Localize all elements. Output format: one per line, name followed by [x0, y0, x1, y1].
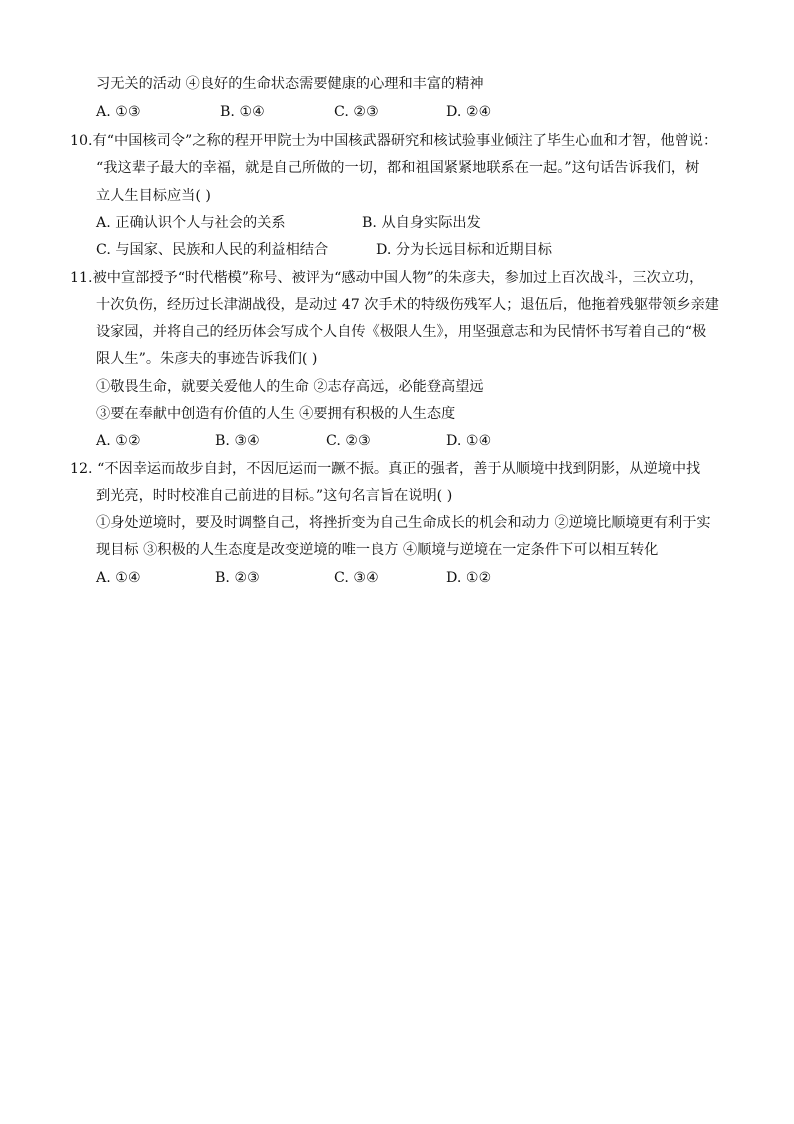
q11-stem-line3: 设家园，并将自己的经历体会写成个人自传《极限人生》，用坚强意志和为民情怀书写着自己的“极: [96, 324, 707, 340]
q12-statement-line1: ①身处逆境时，要及时调整自己，将挫折变为自己生命成长的机会和动力 ②逆境比顺境更有利于实: [96, 515, 711, 531]
q9-option-d: D. ②④: [446, 104, 492, 120]
q10-stem-line1: 10.有“中国核司令”之称的程开甲院士为中国核武器研究和核试验事业倾注了毕生心血和才智，他曾说：: [70, 133, 718, 149]
q9-option-b: B. ①④: [220, 104, 265, 120]
q10-stem-line2: “我这辈子最大的幸福，就是自己所做的一切，都和祖国紧紧地联系在一起。”这句话告诉我们，树: [96, 160, 700, 176]
q12-option-b: B. ②③: [215, 570, 260, 586]
q9-option-a: A. ①③: [96, 104, 141, 120]
q12-option-c: C. ③④: [334, 570, 379, 586]
q11-stem-line4: 限人生”。朱彦夫的事迹告诉我们( ): [96, 351, 318, 367]
q11-stem-line2: 十次负伤，经历过长津湖战役，是动过 47 次手术的特级伤残军人；退伍后，他拖着残躯带领乡亲建: [96, 297, 719, 313]
q10-stem-line3: 立人生目标应当( ): [96, 188, 211, 204]
q10-option-c: C. 与国家、民族和人民的利益相结合: [96, 242, 329, 258]
q11-option-a: A. ①②: [96, 433, 141, 449]
q12-option-d: D. ①②: [446, 570, 492, 586]
q11-statement-line1: ①敬畏生命，就要关爱他人的生命 ②志存高远，必能登高望远: [96, 379, 484, 395]
q11-statement-line2: ③要在奉献中创造有价值的人生 ④要拥有积极的人生态度: [96, 406, 456, 422]
q10-option-d: D. 分为长远目标和近期目标: [376, 242, 552, 258]
q11-option-c: C. ②③: [326, 433, 371, 449]
q10-option-a: A. 正确认识个人与社会的关系: [96, 215, 286, 231]
q12-statement-line2: 现目标 ③积极的人生态度是改变逆境的唯一良方 ④顺境与逆境在一定条件下可以相互转化: [96, 542, 659, 558]
q9-option-c: C. ②③: [334, 104, 379, 120]
q11-option-b: B. ③④: [215, 433, 260, 449]
q12-option-a: A. ①④: [96, 570, 141, 586]
q11-option-d: D. ①④: [446, 433, 492, 449]
q12-stem-line1: 12. “不因幸运而故步自封，不因厄运而一蹶不振。真正的强者，善于从顺境中找到阴影，从逆境中找: [70, 461, 701, 477]
q12-stem-line2: 到光亮，时时校准自己前进的目标。”这句名言旨在说明( ): [96, 488, 453, 504]
q10-option-b: B. 从自身实际出发: [362, 215, 481, 231]
q11-stem-line1: 11.被中宣部授予“时代楷模”称号、被评为“感动中国人物”的朱彦夫，参加过上百次战斗，三次立功，: [70, 270, 704, 286]
q9-continuation: 习无关的活动 ④良好的生命状态需要健康的心理和丰富的精神: [96, 76, 484, 92]
